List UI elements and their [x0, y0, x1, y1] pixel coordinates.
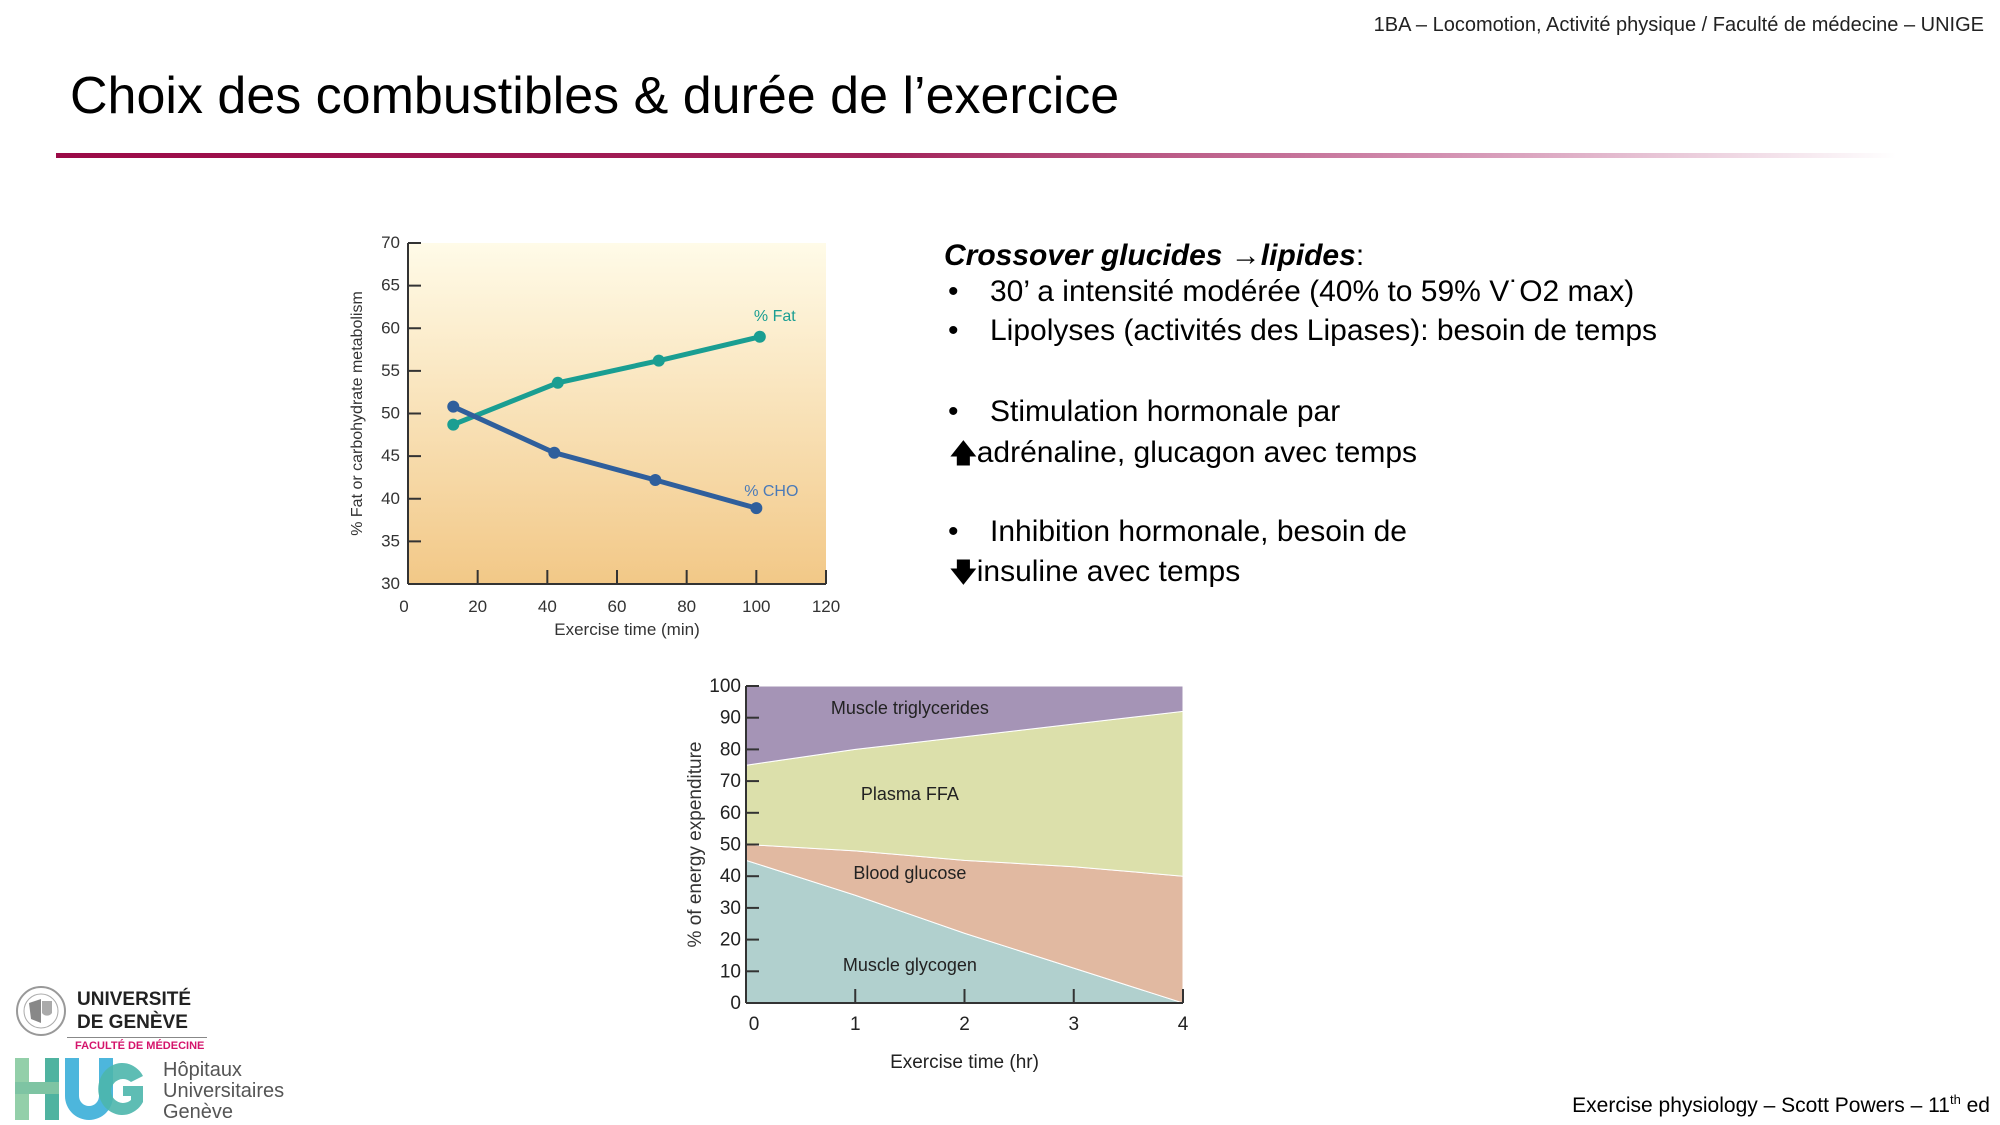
- y-tick-label: 50: [381, 403, 400, 423]
- hug-line3: Genève: [163, 1101, 234, 1123]
- bullet-text: Lipolyses (activités des Lipases): besoin de temps: [990, 314, 1658, 347]
- hug-line2: Universitaires: [163, 1080, 285, 1102]
- series-label: % Fat: [753, 307, 796, 325]
- area-label: Blood glucose: [853, 863, 967, 884]
- y-tick-label: 10: [719, 961, 741, 983]
- unige-name-line2: DE GENÈVE: [77, 1012, 188, 1033]
- y-axis-label: % Fat or carbohydrate metabolism: [349, 291, 366, 536]
- y-tick-label: 60: [381, 318, 400, 338]
- bullet-item: [948, 313, 1657, 349]
- y-tick-label: 60: [719, 802, 741, 824]
- area-label: Muscle triglycerides: [830, 698, 989, 719]
- area-label: Plasma FFA: [860, 783, 959, 804]
- x-tick-label: 0: [748, 1014, 760, 1035]
- y-tick-label: 70: [719, 771, 741, 793]
- bullet-dot: •: [948, 515, 959, 548]
- y-tick-label: 100: [709, 676, 741, 697]
- reference-suffix: ed: [1960, 1094, 1990, 1117]
- y-tick-label: 65: [381, 275, 400, 295]
- up-arrow-icon: 🡅: [950, 439, 977, 469]
- hug-letters-logo: [15, 1056, 145, 1122]
- logo-divider: [67, 1037, 207, 1038]
- x-tick-label: 3: [1068, 1014, 1080, 1035]
- x-tick-label: 1: [849, 1014, 861, 1035]
- x-tick-label: 80: [677, 597, 697, 616]
- down-arrow-icon: 🡇: [950, 558, 977, 588]
- x-tick-label: 100: [742, 597, 771, 616]
- bullet-item: [948, 274, 1634, 310]
- x-tick-label: 4: [1177, 1014, 1189, 1035]
- y-tick-label: 30: [719, 897, 741, 919]
- bullet-dot: •: [948, 314, 959, 347]
- y-tick-label: 80: [719, 739, 741, 761]
- data-point: [750, 502, 762, 514]
- crossover-heading: [944, 238, 1364, 274]
- series-label: % CHO: [744, 483, 799, 501]
- y-tick-label: 45: [381, 446, 400, 466]
- hug-line1: Hôpitaux: [163, 1059, 242, 1081]
- data-point: [548, 447, 560, 459]
- x-tick-label: 0: [399, 597, 409, 616]
- bullet-dot: •: [948, 395, 959, 428]
- unige-seal-icon: [15, 985, 67, 1037]
- reference-sup: th: [1949, 1092, 1961, 1107]
- x-tick-label: 20: [468, 597, 488, 616]
- y-tick-label: 90: [719, 707, 741, 729]
- area-label: Muscle glycogen: [842, 954, 977, 975]
- y-axis-label: % of energy expenditure: [685, 741, 706, 948]
- continuation-text: adrénaline, glucagon avec temps: [976, 436, 1418, 469]
- bullet-text: 30’ a intensité modérée (40% to 59% V˙O2 max): [990, 275, 1635, 308]
- x-tick-label: 2: [959, 1014, 970, 1035]
- faculty-name: FACULTÉ DE MÉDECINE: [75, 1040, 205, 1052]
- data-point: [447, 419, 459, 431]
- bullet-item: [948, 514, 1407, 550]
- reference-text: Exercise physiology – Scott Powers – 11: [1572, 1094, 1950, 1117]
- y-tick-label: 40: [719, 866, 741, 888]
- heading-colon: :: [1355, 239, 1365, 272]
- data-point: [649, 474, 661, 486]
- x-axis-label: Exercise time (hr): [890, 1052, 1039, 1073]
- hug-logo: [15, 1056, 295, 1125]
- bullet-text: Inhibition hormonale, besoin de: [990, 515, 1407, 548]
- y-tick-label: 55: [381, 360, 400, 380]
- y-tick-label: 0: [730, 993, 741, 1014]
- bullet-text: Stimulation hormonale par: [990, 395, 1341, 428]
- data-point: [653, 355, 665, 367]
- x-tick-label: 60: [607, 597, 627, 616]
- data-point: [754, 331, 766, 343]
- bullet-item: [948, 394, 1340, 430]
- heading-part2: lipides: [1260, 239, 1356, 272]
- continuation-line: [950, 435, 1417, 472]
- y-tick-label: 30: [381, 574, 400, 593]
- footer-reference: [1572, 1092, 1990, 1118]
- data-point: [447, 401, 459, 413]
- slide-title: Choix des combustibles & durée de l’exercice: [70, 67, 1120, 125]
- y-tick-label: 70: [381, 233, 400, 252]
- y-tick-label: 20: [719, 929, 741, 951]
- bullet-dot: •: [948, 275, 959, 308]
- x-axis-label: Exercise time (min): [554, 620, 700, 639]
- data-point: [552, 377, 564, 389]
- right-arrow-icon: →: [1230, 239, 1261, 272]
- unige-name-line1: UNIVERSITÉ: [77, 989, 192, 1010]
- course-header: 1BA – Locomotion, Activité physique / Faculté de médecine – UNIGE: [1373, 14, 1984, 36]
- x-tick-label: 40: [537, 597, 557, 616]
- y-tick-label: 50: [719, 834, 741, 856]
- continuation-text: insuline avec temps: [976, 555, 1241, 588]
- heading-part1: Crossover glucides: [944, 239, 1231, 272]
- title-divider: [56, 153, 1896, 158]
- fat-cho-line-chart: [330, 225, 890, 650]
- y-tick-label: 40: [381, 488, 400, 508]
- y-tick-label: 35: [381, 531, 400, 551]
- energy-source-area-chart: [670, 670, 1290, 1095]
- continuation-line: [950, 554, 1240, 591]
- x-tick-label: 120: [811, 597, 841, 616]
